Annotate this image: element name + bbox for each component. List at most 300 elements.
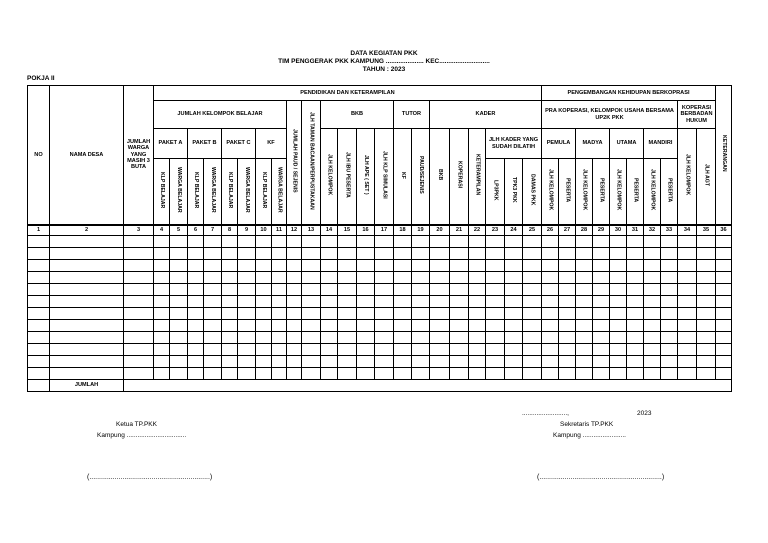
table-cell (222, 343, 238, 355)
table-cell (124, 295, 154, 307)
table-row (28, 367, 732, 379)
column-number: 36 (716, 225, 732, 236)
table-cell (412, 259, 430, 271)
table-cell (450, 343, 469, 355)
table-cell (357, 331, 375, 343)
column-number: 20 (430, 225, 450, 236)
table-cell (716, 343, 732, 355)
column-number: 17 (375, 225, 394, 236)
table-cell (678, 259, 697, 271)
table-cell (124, 319, 154, 331)
table-cell (486, 283, 505, 295)
table-cell (716, 235, 732, 247)
table-cell (661, 343, 678, 355)
table-cell (188, 319, 204, 331)
table-cell (204, 367, 222, 379)
table-cell (154, 367, 170, 379)
table-cell (430, 343, 450, 355)
table-cell (593, 355, 610, 367)
table-cell (661, 247, 678, 259)
table-cell (469, 235, 486, 247)
table-cell (170, 355, 188, 367)
col-mandiri-peserta: PESERTA (661, 159, 678, 225)
table-cell (124, 259, 154, 271)
table-cell (627, 331, 644, 343)
table-cell (469, 295, 486, 307)
table-cell (357, 343, 375, 355)
table-cell (542, 331, 559, 343)
table-cell (644, 331, 661, 343)
col-taman-bacaan: JLH TAMAN BACAAN/PERPUSTAKAAN (302, 101, 321, 225)
table-cell (321, 235, 338, 247)
col-paket-b-warga: WARGA BELAJAR (204, 159, 222, 225)
col-tutor-paud: PAUD/SEJENIS (412, 129, 430, 225)
table-cell (272, 307, 287, 319)
table-cell (450, 319, 469, 331)
col-madya-peserta: PESERTA (593, 159, 610, 225)
table-cell (50, 355, 124, 367)
sekretaris-title: Sekretaris TP.PKK (560, 421, 614, 428)
table-cell (28, 331, 50, 343)
col-tpk3pkk: TPK3 PKK (505, 159, 523, 225)
table-cell (375, 367, 394, 379)
table-cell (238, 355, 256, 367)
table-cell (644, 319, 661, 331)
column-number: 12 (287, 225, 302, 236)
table-cell (523, 331, 542, 343)
table-cell (338, 319, 357, 331)
table-cell (610, 283, 627, 295)
table-row (28, 283, 732, 295)
column-number: 14 (321, 225, 338, 236)
table-cell (678, 307, 697, 319)
table-cell (412, 235, 430, 247)
table-cell (204, 319, 222, 331)
table-cell (661, 331, 678, 343)
column-number: 11 (272, 225, 287, 236)
table-cell (412, 307, 430, 319)
group-mandiri: MANDIRI (644, 129, 678, 159)
table-cell (430, 247, 450, 259)
table-cell (559, 247, 576, 259)
table-cell (321, 343, 338, 355)
table-cell (412, 355, 430, 367)
table-cell (450, 235, 469, 247)
table-cell (256, 367, 272, 379)
table-cell (50, 319, 124, 331)
table-cell (627, 283, 644, 295)
table-cell (302, 283, 321, 295)
table-cell (170, 307, 188, 319)
col-kf-klp: KLP BELAJAR (256, 159, 272, 225)
table-cell (412, 271, 430, 283)
col-lp3pkk: LP3PKK (486, 159, 505, 225)
table-cell (697, 247, 716, 259)
table-cell (302, 307, 321, 319)
table-cell (222, 331, 238, 343)
table-cell (627, 235, 644, 247)
table-cell (412, 319, 430, 331)
column-number: 4 (154, 225, 170, 236)
table-cell (302, 247, 321, 259)
col-paket-b-klp: KLP BELAJAR (188, 159, 204, 225)
table-cell (469, 307, 486, 319)
table-cell (357, 355, 375, 367)
group-paket-a: PAKET A (154, 129, 188, 159)
column-number: 13 (302, 225, 321, 236)
report-title: DATA KEGIATAN PKK (350, 50, 418, 57)
table-cell (238, 307, 256, 319)
table-cell (697, 307, 716, 319)
table-cell (321, 319, 338, 331)
table-cell (486, 319, 505, 331)
table-cell (222, 319, 238, 331)
table-cell (170, 235, 188, 247)
table-cell (716, 319, 732, 331)
column-number: 21 (450, 225, 469, 236)
table-cell (542, 235, 559, 247)
table-cell (338, 283, 357, 295)
table-cell (593, 367, 610, 379)
table-cell (697, 295, 716, 307)
table-cell (154, 331, 170, 343)
col-kader-keterampilan: KETERAMPILAN (469, 129, 486, 225)
table-cell (450, 271, 469, 283)
signature-year: 2023 (637, 410, 652, 417)
col-bkb-simulasi: JLH KLP SIMULASI (375, 129, 394, 225)
table-cell (287, 271, 302, 283)
col-bkb-kelompok: JLH KELOMPOK (321, 129, 338, 225)
table-cell (170, 367, 188, 379)
column-number: 9 (238, 225, 256, 236)
table-cell (505, 343, 523, 355)
table-cell (287, 259, 302, 271)
table-cell (593, 271, 610, 283)
table-cell (576, 355, 593, 367)
table-cell (430, 295, 450, 307)
table-cell (450, 331, 469, 343)
table-cell (610, 271, 627, 283)
table-row (28, 271, 732, 283)
table-cell (50, 259, 124, 271)
table-cell (716, 331, 732, 343)
col-kader-koperasi: KOPERASI (450, 129, 469, 225)
report-subtitle: TIM PENGGERAK PKK KAMPUNG ..................... KEC............................ (278, 58, 490, 65)
table-cell (661, 319, 678, 331)
table-cell (542, 247, 559, 259)
table-cell (394, 319, 412, 331)
table-cell (124, 283, 154, 295)
table-cell (542, 259, 559, 271)
table-cell (678, 283, 697, 295)
jumlah-label: JUMLAH (50, 379, 124, 391)
table-cell (412, 295, 430, 307)
table-cell (505, 259, 523, 271)
table-row (28, 295, 732, 307)
table-row (28, 355, 732, 367)
table-cell (505, 247, 523, 259)
table-cell (154, 319, 170, 331)
table-cell (238, 343, 256, 355)
column-number: 7 (204, 225, 222, 236)
table-cell (357, 271, 375, 283)
column-number: 31 (627, 225, 644, 236)
column-number: 16 (357, 225, 375, 236)
table-cell (287, 331, 302, 343)
table-cell (321, 307, 338, 319)
table-cell (450, 307, 469, 319)
table-cell (50, 295, 124, 307)
table-cell (154, 307, 170, 319)
table-cell (661, 271, 678, 283)
table-cell (697, 283, 716, 295)
col-utama-kelompok: JLH KELOMPOK (610, 159, 627, 225)
column-number: 5 (170, 225, 188, 236)
group-jlh-kader: JLH KADER YANG SUDAH DILATIH (486, 129, 542, 159)
column-number: 35 (697, 225, 716, 236)
table-cell (124, 355, 154, 367)
table-cell (170, 319, 188, 331)
table-cell (375, 307, 394, 319)
table-cell (505, 295, 523, 307)
table-cell (430, 331, 450, 343)
table-cell (610, 355, 627, 367)
table-cell (486, 343, 505, 355)
table-cell (154, 259, 170, 271)
group-utama: UTAMA (610, 129, 644, 159)
table-cell (238, 247, 256, 259)
table-cell (576, 367, 593, 379)
table-cell (678, 367, 697, 379)
table-cell (610, 295, 627, 307)
table-cell (469, 271, 486, 283)
table-cell (559, 259, 576, 271)
table-cell (28, 343, 50, 355)
table-cell (357, 235, 375, 247)
table-cell (469, 283, 486, 295)
table-cell (287, 235, 302, 247)
table-cell (678, 355, 697, 367)
table-cell (430, 319, 450, 331)
table-cell (430, 283, 450, 295)
table-cell (505, 283, 523, 295)
table-cell (154, 271, 170, 283)
table-cell (50, 367, 124, 379)
col-paket-c-warga: WARGA BELAJAR (238, 159, 256, 225)
column-number: 28 (576, 225, 593, 236)
table-cell (716, 259, 732, 271)
sekretaris-signature-line: (...............................................................) (537, 474, 665, 481)
table-cell (559, 271, 576, 283)
table-cell (678, 319, 697, 331)
table-cell (302, 235, 321, 247)
table-cell (272, 247, 287, 259)
group-tutor: TUTOR (394, 101, 430, 129)
group-pendidikan: PENDIDIKAN DAN KETERAMPILAN (154, 86, 542, 101)
table-cell (188, 343, 204, 355)
table-cell (678, 271, 697, 283)
table-cell (716, 247, 732, 259)
table-cell (523, 283, 542, 295)
table-cell (204, 331, 222, 343)
table-cell (576, 343, 593, 355)
group-kader: KADER (430, 101, 542, 129)
table-cell (486, 331, 505, 343)
table-cell (593, 343, 610, 355)
table-cell (394, 355, 412, 367)
table-cell (450, 283, 469, 295)
column-number: 24 (505, 225, 523, 236)
jumlah-row (28, 379, 732, 391)
table-cell (644, 247, 661, 259)
col-paket-a-klp: KLP BELAJAR (154, 159, 170, 225)
table-cell (661, 367, 678, 379)
table-cell (188, 235, 204, 247)
table-cell (644, 307, 661, 319)
table-cell (469, 367, 486, 379)
table-cell (644, 295, 661, 307)
table-cell (302, 259, 321, 271)
table-cell (469, 259, 486, 271)
table-cell (124, 367, 154, 379)
table-cell (272, 283, 287, 295)
table-cell (50, 331, 124, 343)
table-cell (644, 271, 661, 283)
table-cell (430, 235, 450, 247)
table-cell (357, 307, 375, 319)
table-cell (222, 355, 238, 367)
signature-date-place: ........................., (522, 410, 569, 417)
table-cell (375, 235, 394, 247)
table-cell (523, 367, 542, 379)
table-cell (697, 235, 716, 247)
table-cell (542, 283, 559, 295)
table-cell (523, 355, 542, 367)
table-cell (154, 343, 170, 355)
table-cell (450, 355, 469, 367)
table-cell (204, 295, 222, 307)
table-cell (302, 331, 321, 343)
table-cell (469, 331, 486, 343)
table-cell (678, 235, 697, 247)
table-cell (559, 367, 576, 379)
table-cell (238, 235, 256, 247)
table-cell (287, 295, 302, 307)
table-cell (627, 355, 644, 367)
column-number: 10 (256, 225, 272, 236)
table-cell (28, 271, 50, 283)
table-cell (486, 355, 505, 367)
table-cell (523, 247, 542, 259)
table-cell (375, 355, 394, 367)
col-pemula-peserta: PESERTA (559, 159, 576, 225)
col-utama-peserta: PESERTA (627, 159, 644, 225)
table-cell (188, 259, 204, 271)
table-cell (697, 343, 716, 355)
group-pra-koperasi: PRA KOPERASI, KELOMPOK USAHA BERSAMA UP2K PKK (542, 101, 678, 129)
table-cell (394, 235, 412, 247)
table-cell (321, 367, 338, 379)
col-paket-c-klp: KLP BELAJAR (222, 159, 238, 225)
table-cell (486, 247, 505, 259)
table-cell (272, 295, 287, 307)
table-cell (394, 331, 412, 343)
table-cell (412, 331, 430, 343)
table-cell (716, 271, 732, 283)
table-cell (394, 307, 412, 319)
table-cell (644, 259, 661, 271)
table-cell (542, 355, 559, 367)
table-cell (188, 331, 204, 343)
column-number: 22 (469, 225, 486, 236)
table-cell (338, 247, 357, 259)
table-cell (170, 343, 188, 355)
table-cell (170, 259, 188, 271)
table-cell (505, 235, 523, 247)
col-no: NO (28, 86, 50, 225)
table-cell (469, 247, 486, 259)
table-cell (523, 235, 542, 247)
table-cell (124, 247, 154, 259)
table-cell (154, 247, 170, 259)
table-cell (357, 247, 375, 259)
table-cell (644, 367, 661, 379)
table-cell (204, 355, 222, 367)
jumlah-values (124, 379, 732, 391)
table-cell (450, 247, 469, 259)
table-cell (610, 343, 627, 355)
col-jumlah-warga: JUMLAH WARGA YANG MASIH 3 BUTA (124, 86, 154, 225)
group-paket-c: PAKET C (222, 129, 256, 159)
table-cell (154, 355, 170, 367)
table-cell (272, 355, 287, 367)
table-cell (430, 307, 450, 319)
table-cell (523, 343, 542, 355)
table-cell (697, 271, 716, 283)
table-cell (716, 295, 732, 307)
table-row (28, 259, 732, 271)
column-number: 1 (28, 225, 50, 236)
col-kf-warga: WARGA BELAJAR (272, 159, 287, 225)
table-cell (50, 283, 124, 295)
table-cell (287, 319, 302, 331)
table-cell (188, 271, 204, 283)
table-cell (523, 319, 542, 331)
table-cell (154, 283, 170, 295)
table-cell (338, 343, 357, 355)
table-cell (238, 331, 256, 343)
table-cell (627, 367, 644, 379)
table-cell (523, 271, 542, 283)
table-cell (644, 355, 661, 367)
table-cell (321, 271, 338, 283)
table-cell (430, 259, 450, 271)
table-cell (238, 295, 256, 307)
table-cell (222, 235, 238, 247)
table-cell (576, 331, 593, 343)
table-cell (627, 307, 644, 319)
table-row (28, 331, 732, 343)
table-cell (124, 307, 154, 319)
table-cell (697, 259, 716, 271)
table-cell (302, 319, 321, 331)
table-cell (576, 271, 593, 283)
column-number: 19 (412, 225, 430, 236)
table-cell (321, 283, 338, 295)
col-koperasi-kelompok: JLH KELOMPOK (678, 129, 697, 225)
table-cell (375, 295, 394, 307)
table-cell (542, 295, 559, 307)
